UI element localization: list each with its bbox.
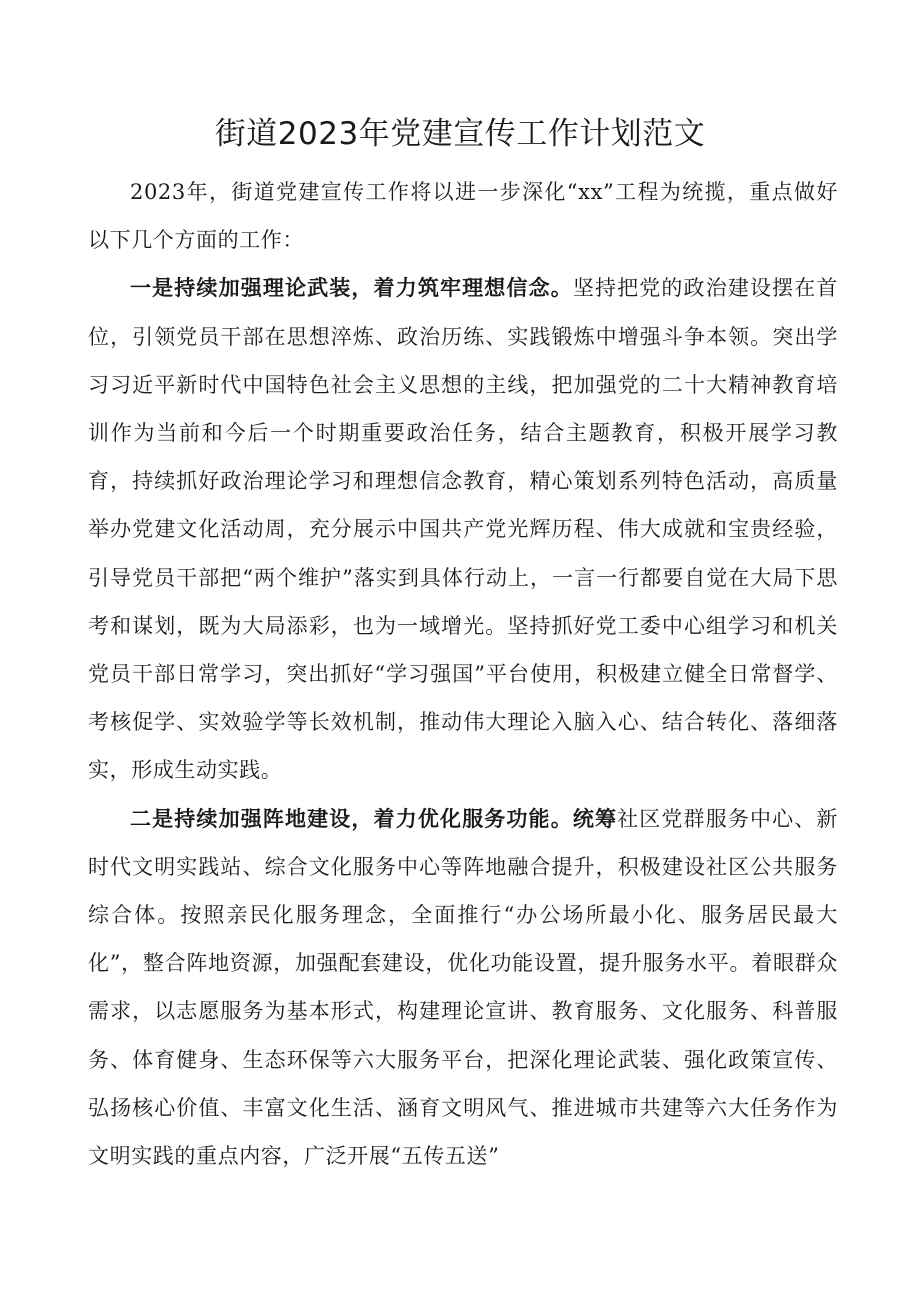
document-body — [88, 168, 838, 1180]
document-title: 街道2023年党建宣传工作计划范文 — [214, 116, 706, 152]
section-paragraph-1 — [88, 264, 838, 794]
section-1-lead: 一是持续加强理论武装，着力筑牢理想信念。 — [130, 275, 573, 301]
section-2-text: 社区党群服务中心、新时代文明实践站、综合文化服务中心等阵地融合提升，积极建设社区公共服务综合体。按照亲民化服务理念，全面推行“办公场所最小化、服务居民最大化”，整合阵地资源，加强配套建设，优化功能设置，提升服务水平。着眼群众需求，以志愿服务为基本形式，构建理论宣讲、教育服务、文化服务、科普服务、体育健身、生态环保等六大服务平台，把深化理论武装、强化政策宣传、弘扬核心价值、丰富文化生活、涵育文明风气、推进城市共建等六大任务作为文明实践的重点内容，广泛开展“五传五送” — [88, 806, 839, 1169]
section-1-text: 坚持把党的政治建设摆在首位，引领党员干部在思想淬炼、政治历练、实践锻炼中增强斗争本领。突出学习习近平新时代中国特色社会主义思想的主线，把加强党的二十大精神教育培训作为当前和今后一个时期重要政治任务，结合主题教育，积极开展学习教育，持续抓好政治理论学习和理想信念教育，精心策划系列特色活动，高质量举办党建文化活动周，充分展示中国共产党光辉历程、伟大成就和宝贵经验，引导党员干部把“两个维护”落实到具体行动上，一言一行都要自觉在大局下思考和谋划，既为大局添彩，也为一域增光。坚持抓好党工委中心组学习和机关党员干部日常学习，突出抓好“学习强国”平台使用，积极建立健全日常督学、考核促学、实效验学等长效机制，推动伟大理论入脑入心、结合转化、落细落实，形成生动实践。 — [88, 276, 839, 783]
section-paragraph-2 — [88, 795, 838, 1181]
section-2-lead: 二是持续加强阵地建设，着力优化服务功能。统筹 — [130, 805, 618, 831]
intro-paragraph: 2023年，街道党建宣传工作将以进一步深化“xx”工程为统揽，重点做好以下几个方面的工作： — [88, 180, 838, 253]
